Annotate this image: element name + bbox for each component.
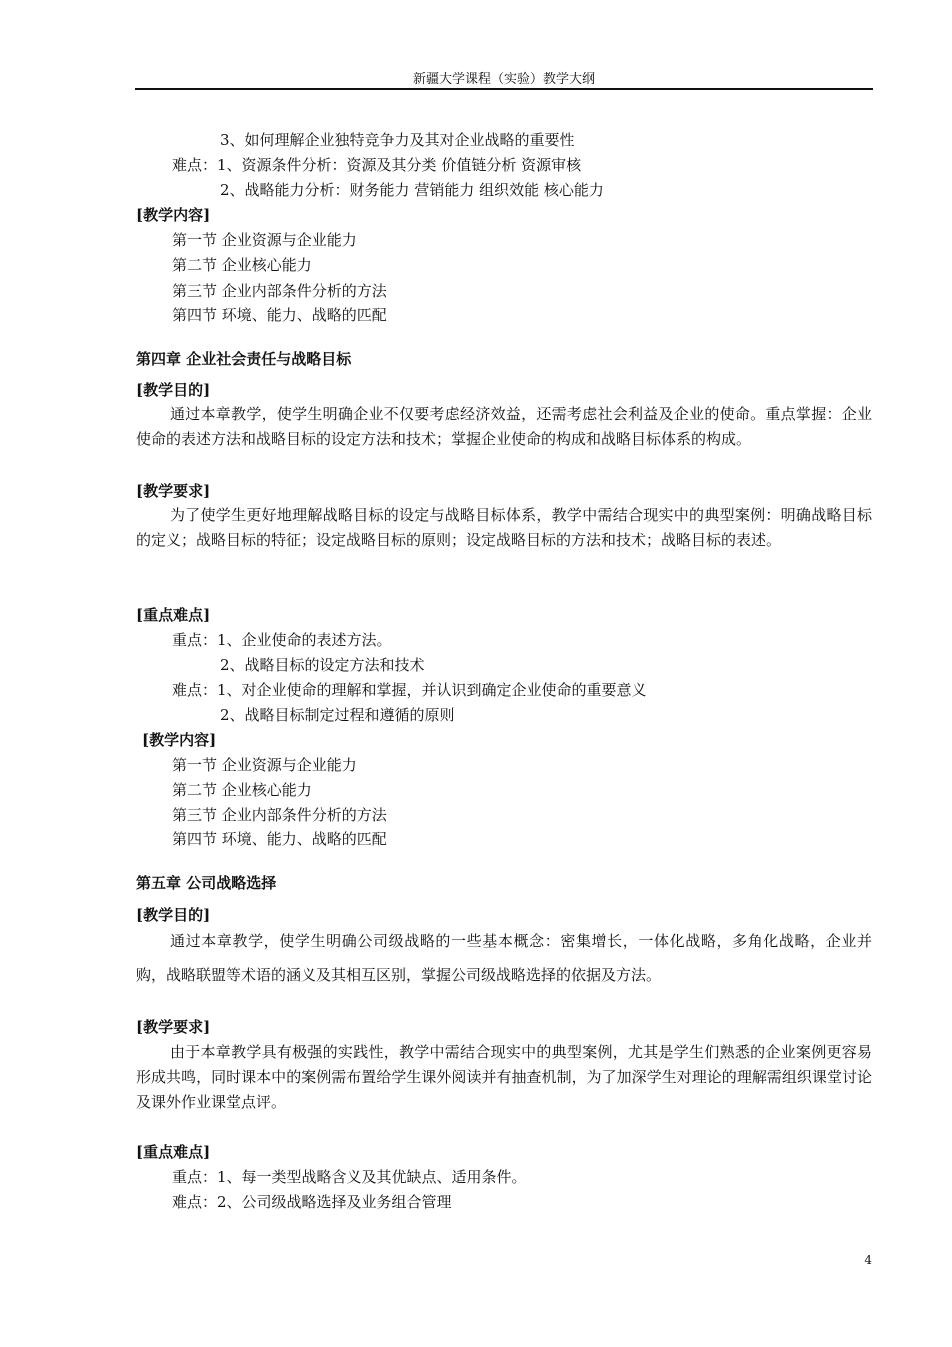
header-rule (135, 88, 873, 90)
section-item: 第一节 企业资源与企业能力 (172, 756, 357, 774)
purpose-paragraph: 通过本章教学，使学生明确公司级战略的一些基本概念：密集增长，一体化战略，多角化战略，企业并购，战略联盟等术语的涵义及其相互区别，掌握公司级战略选择的依据及方法。 (136, 932, 872, 984)
section-item: 第三节 企业内部条件分析的方法 (172, 806, 387, 824)
page-number: 4 (864, 1253, 872, 1267)
focus-item-1: 重点：1、企业使命的表述方法。 (172, 631, 392, 649)
requirement-paragraph: 为了使学生更好地理解战略目标的设定与战略目标体系，教学中需结合现实中的典型案例：明确战略目标的定义；战略目标的特征；设定战略目标的原则；设定战略目标的方法和技术；战略目标的表述。 (136, 506, 872, 549)
difficulty-item-2: 难点：2、公司级战略选择及业务组合管理 (172, 1193, 452, 1211)
purpose-paragraph: 通过本章教学，使学生明确企业不仅要考虑经济效益，还需考虑社会利益及企业的使命。重点掌握：企业使命的表述方法和战略目标的设定方法和技术；掌握企业使命的构成和战略目标体系的构成。 (136, 405, 872, 448)
section-item: 第二节 企业核心能力 (172, 256, 312, 274)
requirement-heading: [教学要求] (136, 482, 211, 500)
requirement-paragraph: 由于本章教学具有极强的实践性，教学中需结合现实中的典型案例，尤其是学生们熟悉的企业案例更容易形成共鸣，同时课本中的案例需布置给学生课外阅读并有抽查机制，为了加深学生对理论的理解需组织课堂讨论及课外作业课堂点评。 (136, 1043, 872, 1111)
keypoints-heading: [重点难点] (136, 1143, 211, 1161)
content-heading: [教学内容] (136, 206, 211, 224)
difficulty-item-1: 难点：1、对企业使命的理解和掌握，并认识到确定企业使命的重要意义 (172, 681, 647, 699)
focus-item-2: 2、战略目标的设定方法和技术 (220, 656, 425, 674)
difficulty-item-2: 2、战略目标制定过程和遵循的原则 (220, 706, 455, 724)
difficulty-item-2: 2、战略能力分析：财务能力 营销能力 组织效能 核心能力 (220, 181, 604, 199)
purpose-heading: [教学目的] (136, 381, 211, 399)
chapter-title: 第四章 企业社会责任与战略目标 (136, 350, 352, 368)
content-heading: [教学内容] (142, 731, 217, 749)
section-item: 第四节 环境、能力、战略的匹配 (172, 306, 387, 324)
section-item: 第一节 企业资源与企业能力 (172, 231, 357, 249)
section-item: 第三节 企业内部条件分析的方法 (172, 282, 387, 300)
purpose-heading: [教学目的] (136, 906, 211, 924)
chapter-title: 第五章 公司战略选择 (136, 874, 277, 892)
section-item: 第二节 企业核心能力 (172, 781, 312, 799)
focus-item-3: 3、如何理解企业独特竞争力及其对企业战略的重要性 (220, 131, 575, 149)
keypoints-heading: [重点难点] (136, 606, 211, 624)
requirement-heading: [教学要求] (136, 1018, 211, 1036)
difficulty-item-1: 难点：1、资源条件分析：资源及其分类 价值链分析 资源审核 (172, 156, 582, 174)
focus-item-1: 重点：1、每一类型战略含义及其优缺点、适用条件。 (172, 1168, 527, 1186)
running-header: 新疆大学课程（实验）教学大纲 (412, 72, 595, 87)
section-item: 第四节 环境、能力、战略的匹配 (172, 830, 387, 848)
